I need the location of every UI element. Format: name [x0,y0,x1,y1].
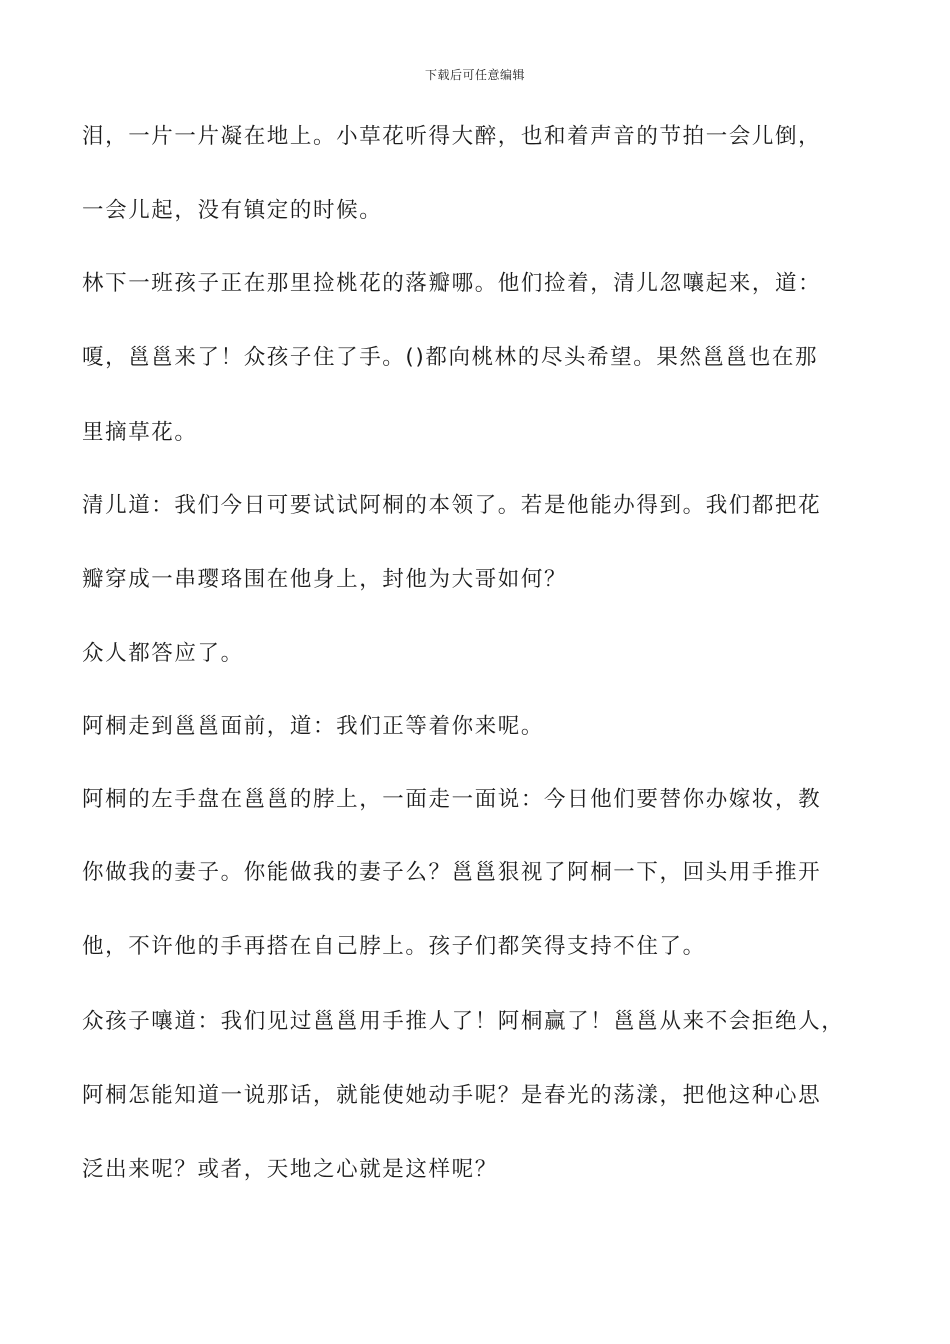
text-line-15: 泛出来呢？或者，天地之心就是这样呢？ [82,1157,498,1182]
text-line-1: 泪，一片一片凝在地上。小草花听得大醉，也和着声音的节拍一会儿倒， [82,124,822,149]
text-line-2: 一会儿起，没有镇定的时候。 [82,198,383,223]
text-line-8: 众人都答应了。 [82,641,244,666]
text-line-9: 阿桐走到邕邕面前，道：我们正等着你来呢。 [82,714,545,739]
text-line-13: 众孩子嚷道：我们见过邕邕用手推人了！阿桐赢了！邕邕从来不会拒绝人， [82,1009,845,1034]
text-line-11: 你做我的妻子。你能做我的妻子么？邕邕狠视了阿桐一下，回头用手推开 [82,860,822,885]
text-line-10: 阿桐的左手盘在邕邕的脖上，一面走一面说：今日他们要替你办嫁妆，教 [82,787,822,812]
text-line-3: 林下一班孩子正在那里捡桃花的落瓣哪。他们捡着，清儿忽嚷起来，道： [82,271,822,296]
text-line-7: 瓣穿成一串璎珞围在他身上，封他为大哥如何？ [82,567,568,592]
text-line-12: 他，不许他的手再搭在自己脖上。孩子们都笑得支持不住了。 [82,934,706,959]
text-line-14: 阿桐怎能知道一说那话，就能使她动手呢？是春光的荡漾，把他这种心思 [82,1083,822,1108]
text-line-6: 清儿道：我们今日可要试试阿桐的本领了。若是他能办得到。我们都把花 [82,493,822,518]
text-line-5: 里摘草花。 [82,420,198,445]
page-header: 下载后可任意编辑 [424,68,525,82]
text-line-4: 嗄，邕邕来了！众孩子住了手。()都向桃林的尽头希望。果然邕邕也在那 [82,345,819,370]
